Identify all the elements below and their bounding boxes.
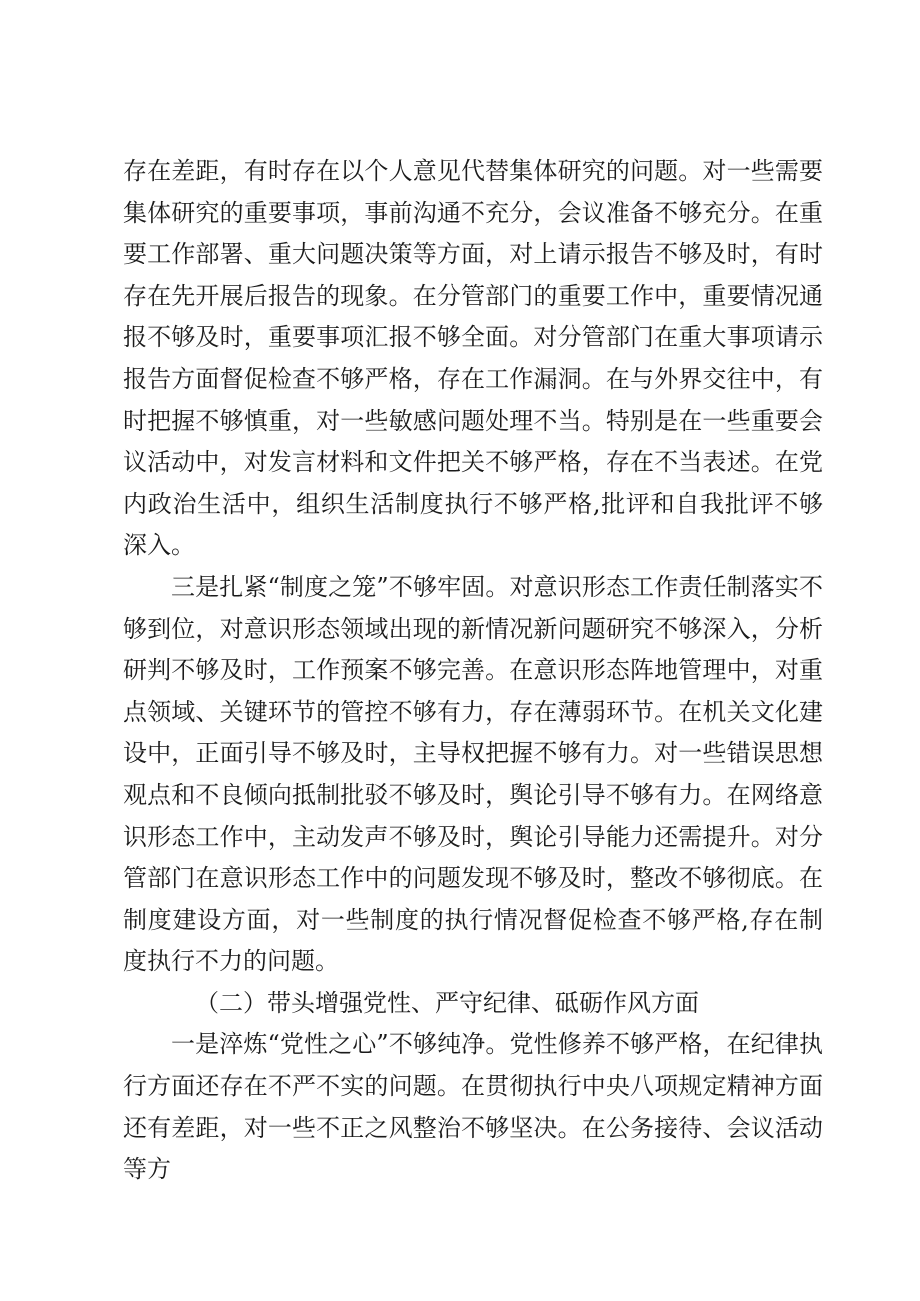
document-body (123, 151, 823, 1191)
paragraph-three-institution-cage: 三是扎紧“制度之笼”不够牢固。对意识形态工作责任制落实不够到位，对意识形态领域出现的新情况新问题研究不够深入，分析研判不够及时，工作预案不够完善。在意识形态阵地管理中，对重点领域、关键环节的管控不够有力，存在薄弱环节。在机关文化建设中，正面引导不够及时，主导权把握不够有力。对一些错误思想观点和不良倾向抵制批驳不够及时，舆论引导不够有力。在网络意识形态工作中，主动发声不够及时，舆论引导能力还需提升。对分管部门在意识形态工作中的问题发现不够及时，整改不够彻底。在制度建设方面，对一些制度的执行情况督促检查不够严格,存在制度执行不力的问题。 (123, 572, 823, 976)
section-heading-two: （二）带头增强党性、严守纪律、砥砺作风方面 (195, 988, 699, 1017)
paragraph-continuation: 存在差距，有时存在以个人意见代替集体研究的问题。对一些需要集体研究的重要事项，事前沟通不充分，会议准备不够充分。在重要工作部署、重大问题决策等方面，对上请示报告不够及时，有时存在先开展后报告的现象。在分管部门的重要工作中，重要情况通报不够及时，重要事项汇报不够全面。对分管部门在重大事项请示报告方面督促检查不够严格，存在工作漏洞。在与外界交往中，有时把握不够慎重，对一些敏感问题处理不当。特别是在一些重要会议活动中，对发言材料和文件把关不够严格，存在不当表述。在党内政治生活中，组织生活制度执行不够严格,批评和自我批评不够深入。 (123, 157, 823, 560)
paragraph-one-party-spirit: 一是淬炼“党性之心”不够纯净。党性修养不够严格，在纪律执行方面还存在不严不实的问题。在贯彻执行中央八项规定精神方面还有差距，对一些不正之风整治不够坚决。在公务接待、会议活动等方 (123, 1030, 823, 1184)
